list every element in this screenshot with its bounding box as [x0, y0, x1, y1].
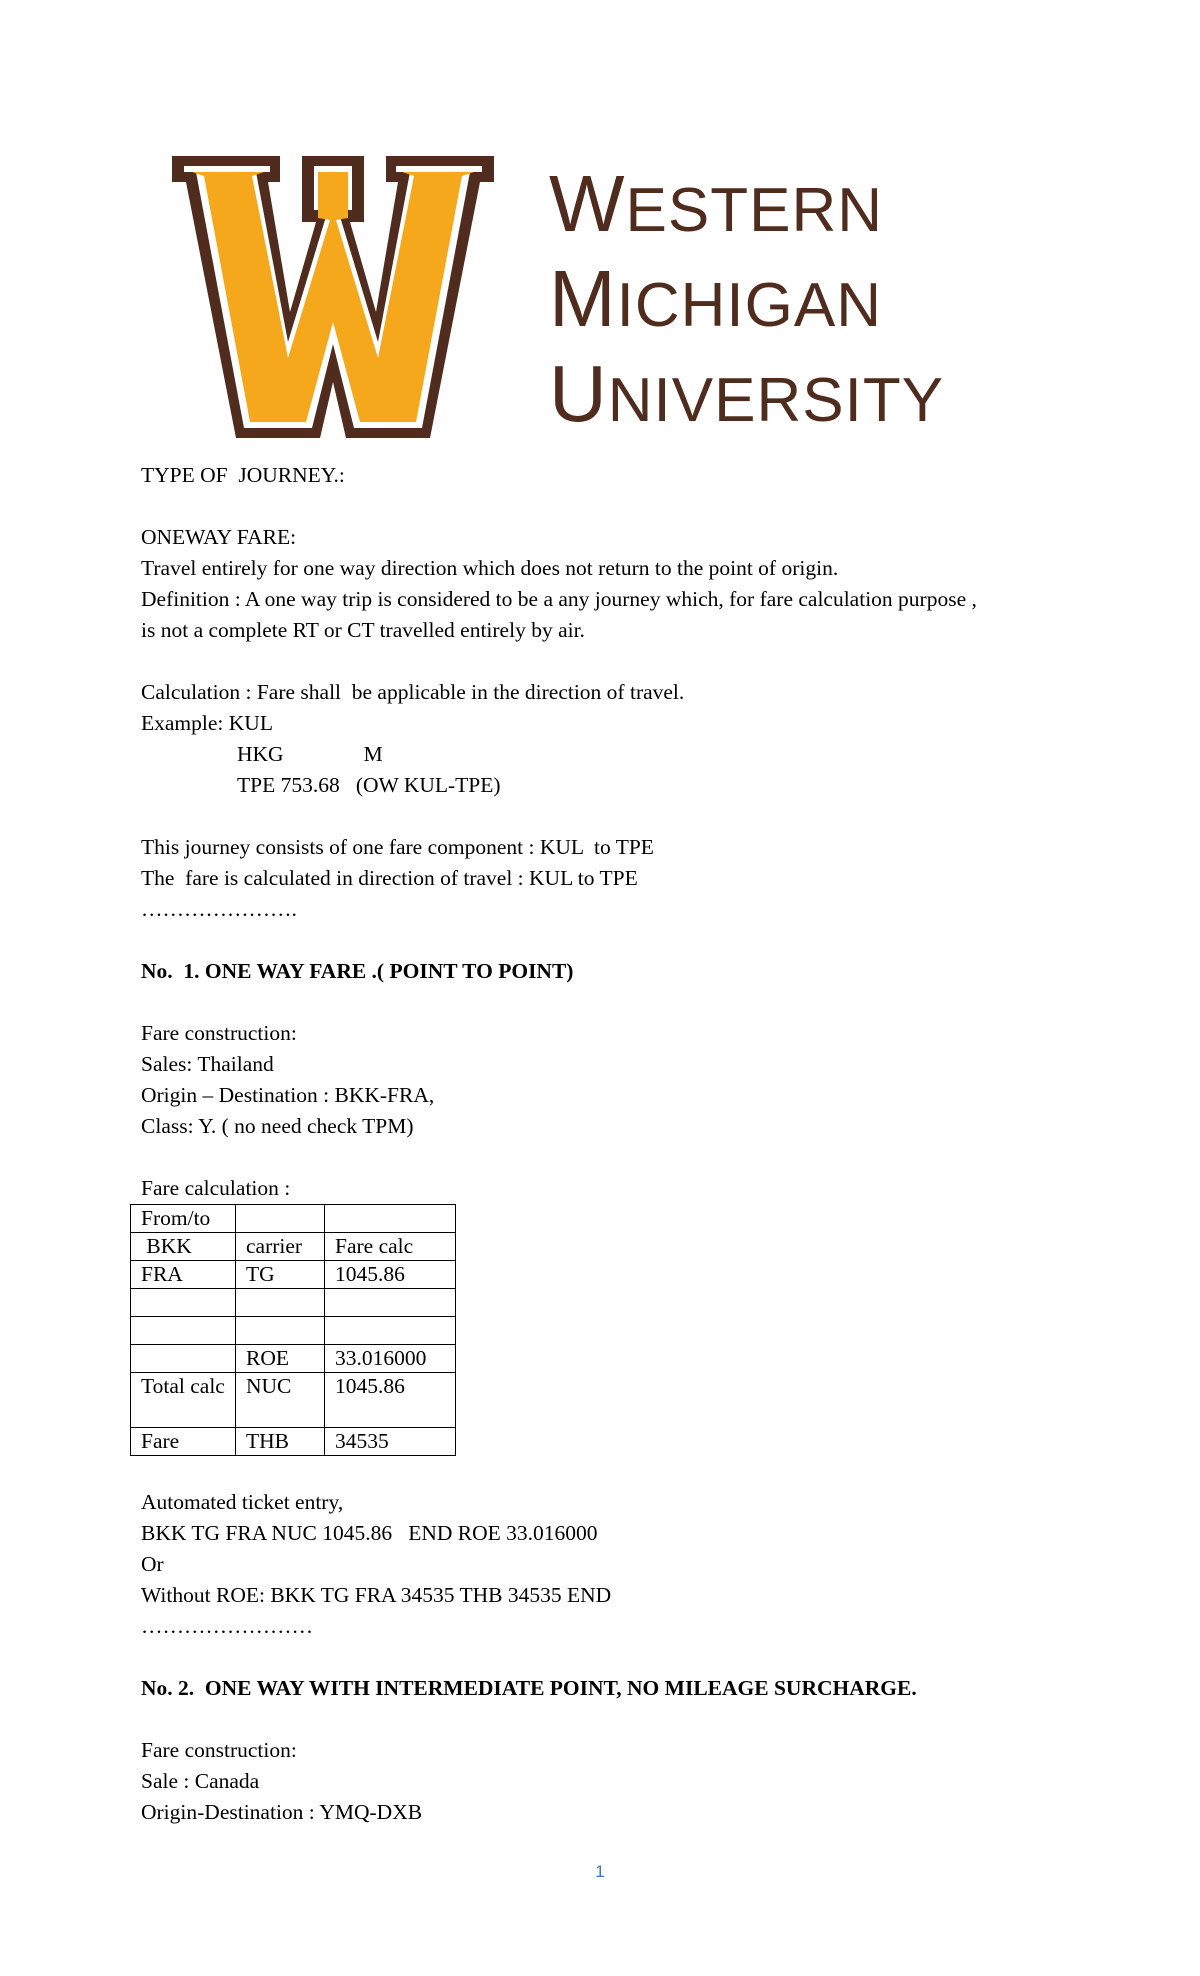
- table-cell: 1045.86: [325, 1373, 456, 1428]
- fare-calculation-table: [130, 1204, 456, 1456]
- w-emblem-icon: [168, 152, 498, 442]
- fare-component-line: This journey consists of one fare component : KUL to TPE: [141, 835, 654, 859]
- logo-text-michigan: [549, 254, 882, 343]
- no2-origin-destination: Origin-Destination : YMQ-DXB: [141, 1800, 423, 1824]
- oneway-definition: Definition : A one way trip is considered to be a any journey which, for fare calculation purpose ,: [141, 587, 977, 611]
- oneway-fare-heading: ONEWAY FARE:: [141, 525, 297, 549]
- example-hkg: HKG: [237, 742, 284, 766]
- example-label: Example: KUL: [141, 711, 273, 735]
- example-m: M: [363, 742, 383, 766]
- type-of-journey-heading: TYPE OF JOURNEY.:: [141, 463, 345, 487]
- separator-dots-2: ……………………: [141, 1614, 313, 1638]
- table-cell: THB: [236, 1428, 325, 1456]
- no1-fare-construction: Fare construction:: [141, 1021, 297, 1045]
- automated-ticket-entry: Automated ticket entry,: [141, 1490, 344, 1514]
- or-label: Or: [141, 1552, 164, 1576]
- table-cell: [325, 1317, 456, 1345]
- table-cell: [131, 1345, 236, 1373]
- table-cell: [131, 1317, 236, 1345]
- no1-heading: No. 1. ONE WAY FARE .( POINT TO POINT): [141, 959, 574, 983]
- logo-initial-u: U: [549, 349, 608, 438]
- table-row: [131, 1317, 456, 1345]
- table-cell: [236, 1289, 325, 1317]
- table-cell: TG: [236, 1261, 325, 1289]
- table-row: [131, 1373, 456, 1428]
- table-cell: Fare calc: [325, 1233, 456, 1261]
- no1-origin-destination: Origin – Destination : BKK-FRA,: [141, 1083, 435, 1107]
- table-cell: 34535: [325, 1428, 456, 1456]
- table-cell: From/to: [131, 1205, 236, 1233]
- table-row: [131, 1205, 456, 1233]
- no1-sales: Sales: Thailand: [141, 1052, 274, 1076]
- oneway-definition-cont: is not a complete RT or CT travelled entirely by air.: [141, 618, 585, 642]
- logo-rest-western: ESTERN: [625, 176, 883, 245]
- table-cell: [131, 1289, 236, 1317]
- table-cell: ROE: [236, 1345, 325, 1373]
- example-tpe: TPE 753.68 (OW KUL-TPE): [237, 773, 501, 797]
- table-cell: Fare: [131, 1428, 236, 1456]
- logo-rest-michigan: ICHIGAN: [616, 271, 882, 340]
- table-cell: [236, 1205, 325, 1233]
- example-hkg-line: [141, 739, 1081, 770]
- university-logo: [168, 152, 1028, 442]
- no1-class: Class: Y. ( no need check TPM): [141, 1114, 414, 1138]
- table-row: [131, 1428, 456, 1456]
- no2-heading: No. 2. ONE WAY WITH INTERMEDIATE POINT, NO MILEAGE SURCHARGE.: [141, 1676, 917, 1700]
- calculation-line: Calculation : Fare shall be applicable in the direction of travel.: [141, 680, 685, 704]
- table-cell: 1045.86: [325, 1261, 456, 1289]
- table-cell: carrier: [236, 1233, 325, 1261]
- separator-dots: ………………….: [141, 897, 297, 921]
- table-cell: [325, 1289, 456, 1317]
- table-row: [131, 1233, 456, 1261]
- no1-fare-calculation-label: Fare calculation :: [141, 1176, 291, 1200]
- table-cell: [236, 1317, 325, 1345]
- table-cell: [325, 1205, 456, 1233]
- document-body: [141, 460, 1081, 1828]
- table-cell: 33.016000: [325, 1345, 456, 1373]
- oneway-line-1: Travel entirely for one way direction which does not return to the point of origin.: [141, 556, 839, 580]
- table-cell: BKK: [131, 1233, 236, 1261]
- table-cell: FRA: [131, 1261, 236, 1289]
- logo-rest-university: NIVERSITY: [607, 366, 945, 435]
- table-row: [131, 1261, 456, 1289]
- page-number: 1: [595, 1862, 605, 1881]
- table-cell: Total calc: [131, 1373, 236, 1428]
- logo-text-western: [549, 159, 883, 248]
- no2-fare-construction: Fare construction:: [141, 1738, 297, 1762]
- logo-text-university: [549, 349, 945, 438]
- logo-initial-m: M: [549, 254, 617, 343]
- ticket-entry-2: Without ROE: BKK TG FRA 34535 THB 34535 END: [141, 1583, 612, 1607]
- table-cell: NUC: [236, 1373, 325, 1428]
- no2-sale: Sale : Canada: [141, 1769, 260, 1793]
- table-row: [131, 1289, 456, 1317]
- ticket-entry-1: BKK TG FRA NUC 1045.86 END ROE 33.016000: [141, 1521, 598, 1545]
- table-row: [131, 1345, 456, 1373]
- logo-initial-w: W: [549, 159, 626, 248]
- fare-direction-line: The fare is calculated in direction of travel : KUL to TPE: [141, 866, 638, 890]
